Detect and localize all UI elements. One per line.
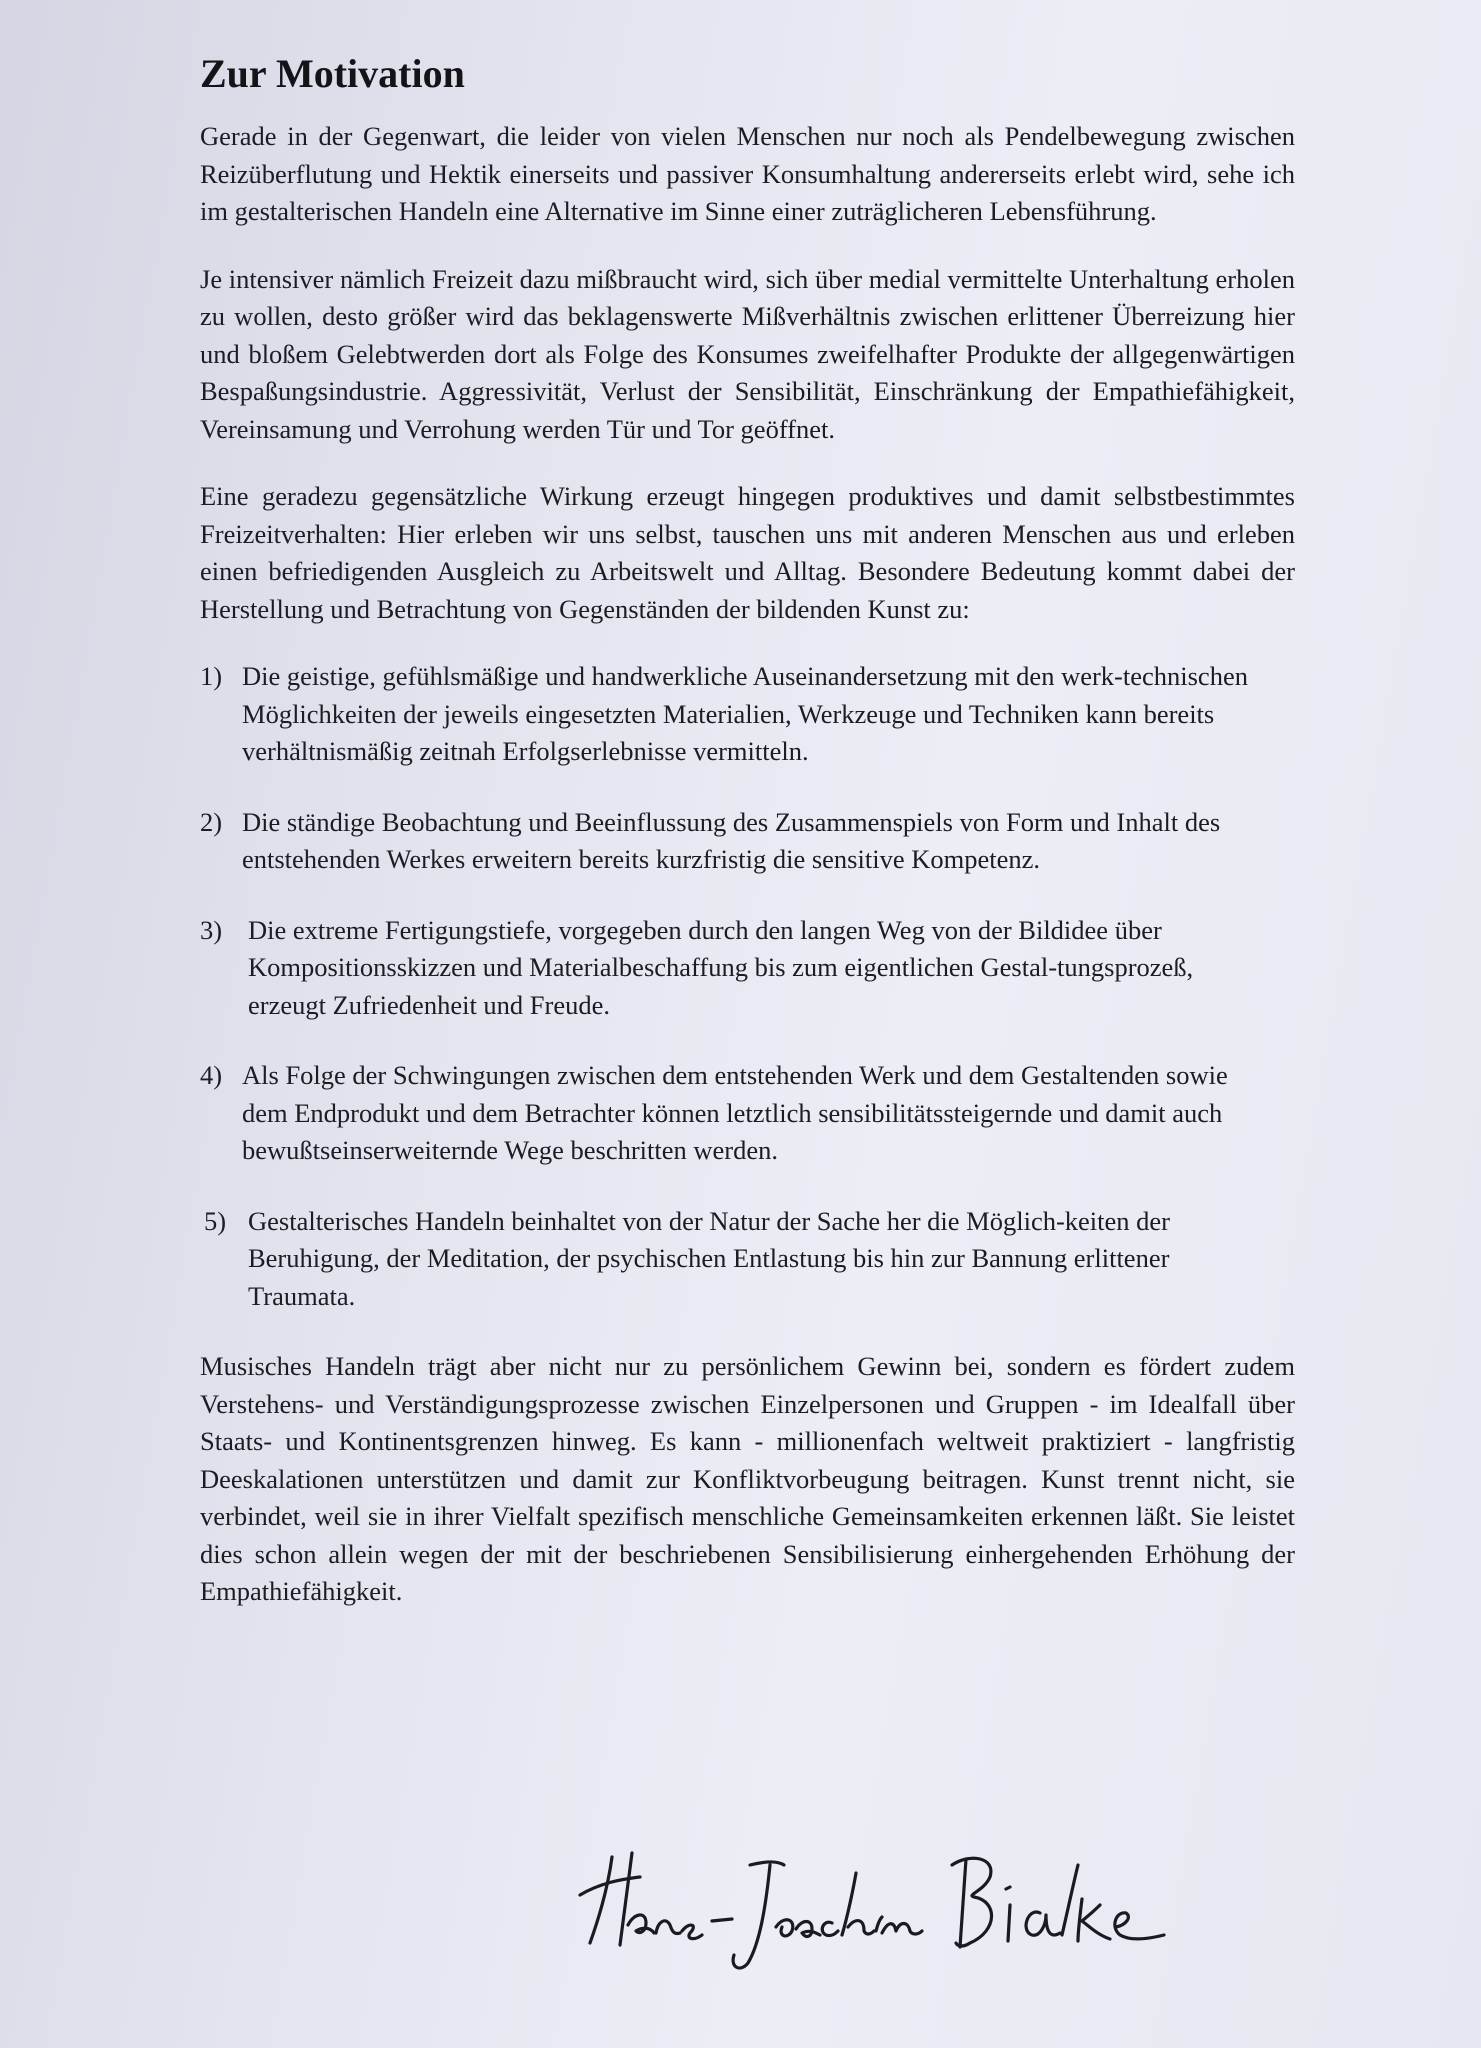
list-item: [200, 912, 1295, 1025]
list-number: 5): [204, 1205, 227, 1236]
paragraph-closing: Musisches Handeln trägt aber nicht nur zu persönlichem Gewinn bei, sondern es fördert zudem Verstehens- und Verständigungsprozesse zwischen Einzelpersonen und Gruppen - im Idealfall über Staats- und Kontinentsgrenzen hinweg. Es kann - millionenfach weltweit praktiziert - langfristig Deeskalationen unterstützen und damit zur Konfliktvorbeugung beitragen. Kunst trennt nicht, sie verbindet, weil sie in ihrer Vielfalt spezifisch menschliche Gemeinsamkeiten erkennen läßt. Sie leistet dies schon allein wegen der mit der beschriebenen Sensibilisierung einhergehenden Erhöhung der Empathiefähigkeit.: [200, 1351, 1295, 1606]
list-text: Die ständige Beobachtung und Beeinflussung des Zusammenspiels von Form und Inhalt des entstehenden Werkes erweitern bereits kurzfristig die sensitive Kompetenz.: [242, 806, 1221, 874]
list-text: Die geistige, gefühlsmäßige und handwerkliche Auseinandersetzung mit den werk-technischen Möglichkeiten der jeweils eingesetzten Materialien, Werkzeuge und Techniken kann bereits verhältnismäßig zeitnah Erfolgserlebnisse vermitteln.: [242, 661, 1248, 766]
paragraph-contrast: Eine geradezu gegensätzliche Wirkung erzeugt hingegen produktives und damit selbstbestimmtes Freizeitverhalten: Hier erleben wir uns selbst, tauschen uns mit anderen Menschen aus und erleben einen befriedigenden Ausgleich zu Arbeitswelt und Alltag. Besondere Bedeutung kommt dabei der Herstellung und Betrachtung von Gegenständen der bildenden Kunst zu:: [200, 481, 1295, 624]
list-number: 2): [200, 806, 223, 837]
list-item: [200, 1057, 1295, 1170]
list-item: [200, 658, 1295, 771]
list-number: 1): [200, 661, 223, 691]
list-text: Gestalterisches Handeln beinhaltet von der Natur der Sache her die Möglich-keiten der Beruhigung, der Meditation, der psychischen Entlastung bis hin zur Bannung erlittener Traumata.: [248, 1205, 1171, 1311]
list-item: [200, 1203, 1295, 1316]
list-text: Die extreme Fertigungstiefe, vorgegeben durch den langen Weg von der Bildidee über Kompositionsskizzen und Materialbeschaffung bis zum eigentlichen Gestal-tungsprozeß, erzeugt Zufriedenheit und Freude.: [248, 914, 1194, 1020]
list-number: 3): [200, 914, 223, 945]
paragraph-intro: Gerade in der Gegenwart, die leider von vielen Menschen nur noch als Pendelbewegung zwischen Reizüberflutung und Hektik einerseits und passiver Konsumhaltung andererseits erlebt wird, sehe ich im gestalterischen Handeln eine Alternative im Sinne einer zuträglicheren Lebensführung.: [200, 121, 1295, 226]
list-item: [200, 804, 1295, 879]
paragraph-problem: Je intensiver nämlich Freizeit dazu mißbraucht wird, sich über medial vermittelte Unterhaltung erholen zu wollen, desto größer wird das beklagenswerte Mißverhältnis zwischen erlittener Überreizung hier und bloßem Gelebtwerden dort als Folge des Konsumes zweifelhafter Produkte der allgegenwärtigen Bespaßungsindustrie. Aggressivität, Verlust der Sensibilität, Einschränkung der Empathiefähigkeit, Vereinsamung und Verrohung werden Tür und Tor geöffnet.: [200, 263, 1295, 444]
page-title: Zur Motivation: [200, 51, 465, 96]
handwritten-signature: [570, 1835, 1170, 1975]
numbered-list: [200, 658, 1295, 1315]
signature-drawing: [570, 1835, 1170, 1975]
list-number: 4): [200, 1060, 223, 1090]
list-text: Als Folge der Schwingungen zwischen dem entstehenden Werk und dem Gestaltenden sowie dem Endprodukt und dem Betrachter können letztlich sensibilitätssteigernde und damit auch bewußtseinserweiternde Wege beschritten werden.: [242, 1060, 1228, 1165]
document-body: [200, 50, 1295, 1611]
